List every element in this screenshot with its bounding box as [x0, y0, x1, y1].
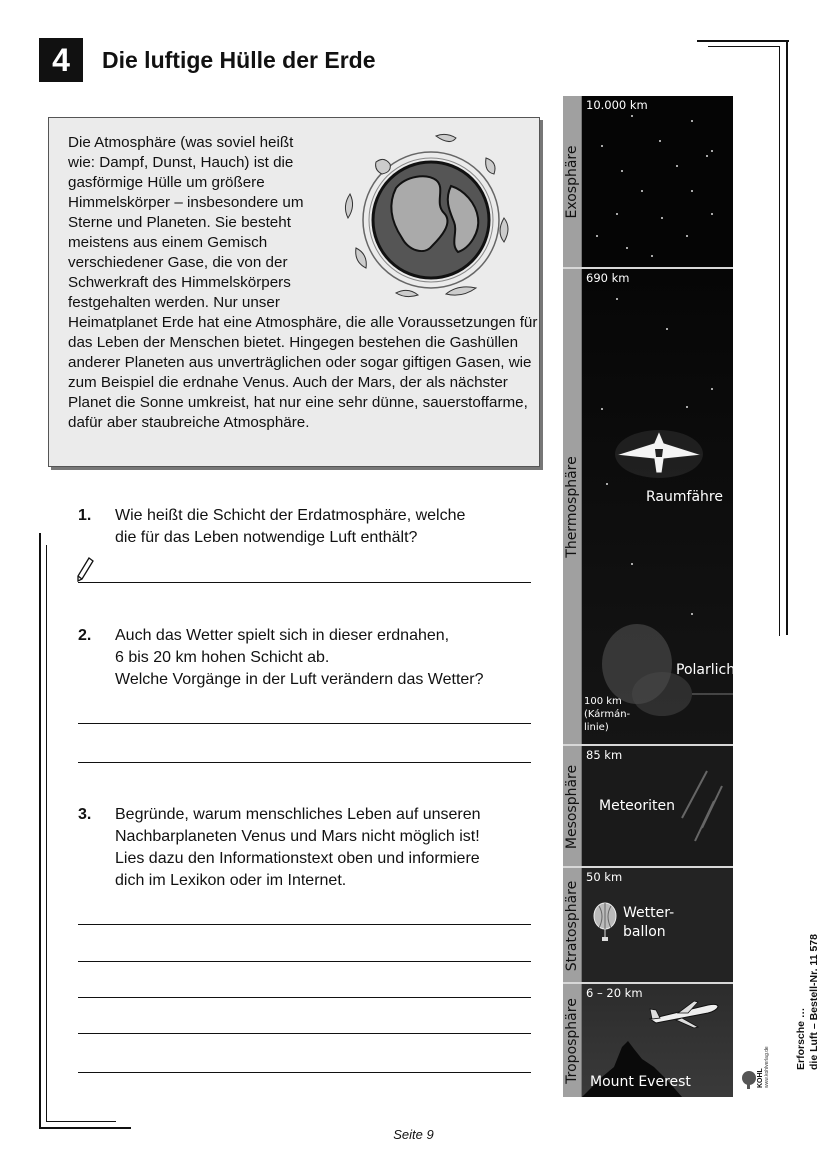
layer-altitude: 85 km: [586, 748, 623, 762]
space-shuttle-icon: [614, 429, 704, 479]
question-text: Auch das Wetter spielt sich in dieser erdnahen, 6 bis 20 km hohen Schicht ab. Welche Vorgänge in der Luft verändern das Wetter?: [115, 627, 484, 688]
frame-line: [708, 46, 780, 47]
question-1: [78, 505, 538, 549]
chapter-number: 4: [39, 38, 83, 82]
info-text-body: Die Atmosphäre (was soviel heißt wie: Dampf, Dunst, Hauch) ist die gasförmige Hülle um größere Himmelskörper – insbesondere um Sterne und Planeten. Sie besteht meistens aus einem Gemisch verschiedener Gase, die von der Schwerkraft des Himmelskörpers festgehalten werden. Nur unser Heimatplanet Erde hat eine Atmosphäre, die alle Voraussetzungen für das Leben der Menschen bietet. Hingegen bestehen die Gashüllen anderer Planeten aus unverträglichen oder sogar giftigen Gasen, wie zum Beispiel die erdnahe Venus. Auch der Mars, der als nächster Planet die Sonne umkreist, hat nur eine sehr dünne, sauerstoffarme, dafür aber staubreiche Atmosphäre.: [68, 134, 538, 431]
layer-sky: [582, 868, 733, 983]
layer-sky: [582, 984, 733, 1097]
balloon-label: Wetter- ballon: [623, 905, 675, 940]
layer-side: [563, 96, 582, 268]
layer-side: [563, 269, 582, 745]
karman-line-label: 100 km (Kármán- linie): [584, 696, 631, 733]
question-3: [78, 804, 538, 892]
layer-altitude: 50 km: [586, 870, 623, 884]
frame-line: [786, 40, 788, 635]
order-note: [795, 934, 821, 1070]
publisher-name: KOHL: [757, 1068, 764, 1088]
order-note-line2: die Luft – Bestell-Nr. 11 578: [808, 934, 820, 1070]
frame-line: [46, 1121, 116, 1122]
layer-stratosphere: [563, 868, 733, 983]
shuttle-label: Raumfähre: [646, 489, 723, 505]
layer-sky: [582, 269, 741, 745]
order-note-line1: Erforsche …: [795, 1007, 807, 1070]
question-number: 3.: [78, 806, 92, 823]
layer-sky: [582, 746, 733, 867]
layer-mesosphere: [563, 746, 733, 867]
publisher-url: www.kohlverlag.de: [764, 1046, 770, 1088]
question-text: Begründe, warum menschliches Leben auf unseren Nachbarplaneten Venus und Mars nicht möglich ist! Lies dazu den Informationstext oben und informiere dich im Lexikon oder im Internet.: [115, 806, 481, 889]
layer-troposphere: [563, 984, 733, 1097]
page-title: Die luftige Hülle der Erde: [102, 47, 376, 73]
answer-line[interactable]: [78, 1072, 531, 1073]
frame-line: [46, 545, 47, 1122]
pencil-icon: [76, 557, 94, 583]
question-2: [78, 625, 538, 691]
aurora-label: Polarlicht: [676, 662, 741, 678]
layer-side: [563, 868, 582, 983]
frame-line: [697, 40, 789, 42]
answer-line[interactable]: [78, 924, 531, 925]
layer-name: Mesosphäre: [564, 764, 580, 849]
weather-balloon-icon: [592, 902, 618, 942]
publisher-logo: [740, 1020, 770, 1090]
answer-line[interactable]: [78, 961, 531, 962]
question-number: 1.: [78, 507, 92, 524]
atmosphere-diagram: [563, 96, 741, 1097]
layer-altitude: 6 – 20 km: [586, 986, 643, 1000]
question-text: Wie heißt die Schicht der Erdatmosphäre, welche die für das Leben notwendige Luft enthält?: [115, 507, 466, 546]
answer-line[interactable]: [78, 1033, 531, 1034]
frame-line: [779, 46, 780, 636]
frame-line: [39, 533, 41, 1129]
earth-atmosphere-illustration: [336, 128, 526, 308]
layer-name: Exosphäre: [564, 145, 580, 219]
layer-exosphere: [563, 96, 733, 268]
answer-line[interactable]: [78, 762, 531, 763]
layer-sky: [582, 96, 733, 268]
layer-altitude: 10.000 km: [586, 98, 648, 112]
answer-line[interactable]: [78, 997, 531, 998]
page-number: Seite 9: [393, 1127, 434, 1142]
meteors-label: Meteoriten: [599, 798, 675, 814]
layer-side: [563, 984, 582, 1097]
layer-side: [563, 746, 582, 867]
layer-name: Thermosphäre: [564, 456, 580, 558]
question-number: 2.: [78, 627, 92, 644]
layer-altitude: 690 km: [586, 271, 630, 285]
layer-name: Stratosphäre: [564, 880, 580, 971]
everest-label: Mount Everest: [590, 1074, 691, 1090]
layer-thermosphere: [563, 269, 741, 745]
layer-name: Troposphäre: [564, 997, 580, 1084]
answer-line[interactable]: [78, 582, 531, 583]
answer-line[interactable]: [78, 723, 531, 724]
airplane-icon: [648, 999, 720, 1029]
stars: [582, 96, 733, 268]
